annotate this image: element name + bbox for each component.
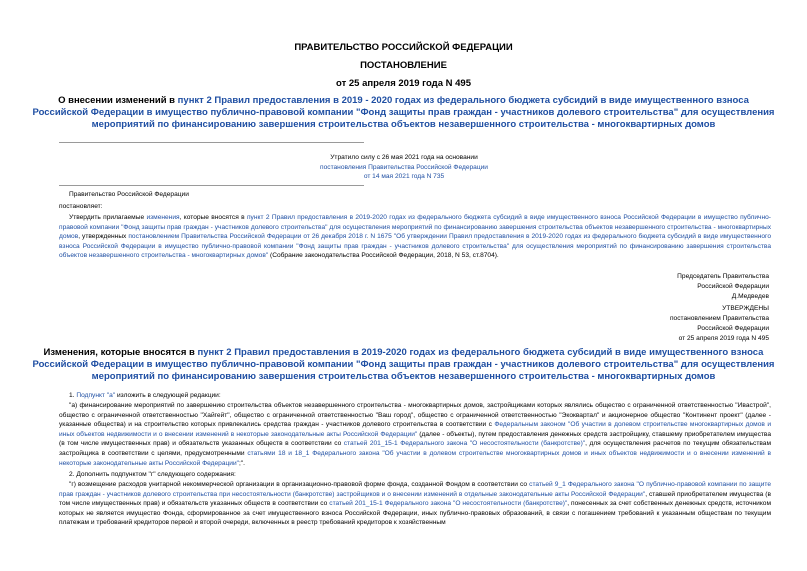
title-link[interactable]: пункт 2 Правил предоставления в 2019 - 2020 годах из федерального бюджета субсидий в виде имущественного взноса Российской Федерации в имущество публично-правовой компании "Фонд защиты прав граждан - участников долевого строительства" для осуществления мероприятий по финансированию завершения строительства объектов незавершенного строительства - многоквартирных домов [32, 95, 775, 130]
approve-text: , утвержденных [78, 233, 129, 241]
document-title [30, 95, 777, 131]
title-prefix: О внесении изменений в [58, 95, 178, 106]
signature-name: Д.Медведев [731, 293, 769, 300]
changes-title-link[interactable]: пункт 2 Правил предоставления в 2019-2020 годах из федерального бюджета субсидий в виде имущественного взноса Российской Федерации в имущество публично-правовой компании "Фонд защиты прав граждан - участников долевого строительства" для осуществления мероприятий по финансированию завершения строительства объектов незавершенного строительства - многоквартирных домов [32, 347, 775, 382]
expired-note-link-date[interactable]: от 14 мая 2021 года N 735 [363, 173, 445, 181]
signature-org: Российской Федерации [697, 283, 769, 290]
approve-text: Утвердить прилагаемые [69, 214, 147, 221]
rules-link[interactable]: пункт 2 Правил предоставления в 2019-2020 годах из федерального бюджета субсидий в виде имущественного взноса Российской Федерации в имущество публично-правовой компании "Фонд защиты прав граждан - участников долевого строительства" для осуществления мероприятий по финансированию завершения строительства объектов незавершенного строительства - многоквартирных домов [59, 214, 771, 241]
divider [59, 185, 364, 186]
law-article-link[interactable]: статьей 201_15-1 Федерального закона "О несостоятельности (банкротстве)" [329, 500, 568, 508]
subitem-a-link[interactable]: Подпункт "а" [76, 392, 116, 399]
document-date-number: от 25 апреля 2019 года N 495 [336, 78, 471, 89]
expired-note-link[interactable]: постановления Правительства Российской Федерации [320, 163, 488, 171]
document-type: ПОСТАНОВЛЕНИЕ [360, 60, 447, 71]
resolution-link[interactable]: постановлением Правительства Российской Федерации от 26 декабря 2018 г. N 1675 "Об утверждении Правил предоставления в 2019-2020 годах из федерального бюджета субсидий в виде имущественного взноса Российской Федерации в имущество публично-правовой компании "Фонд защиты прав граждан - участников долевого строительства" для осуществления мероприятий по финансированию завершения строительства объектов незавершенного строительства - многоквартирных домов" [59, 233, 771, 260]
government-line: Правительство Российской Федерации [69, 191, 189, 198]
item-2-intro: 2. Дополнить подпунктом "г" следующего содержания: [69, 471, 236, 478]
item-text: , ставшей приобретателем имущества (в том числе имущественных прав) и обязательств указанных обществ в соответствии со [59, 490, 771, 508]
law-articles-link[interactable]: статьями 18 и 18_1 Федерального закона "Об участии в долевом строительстве многоквартирных домов и иных объектов недвижимости и о внесении изменений в некоторые законодательные акты Российской Федерации" [59, 449, 771, 467]
item-text: (далее - объекты), путем предоставления денежных средств застройщику, ставшему приобретателем имущества (в том числе имущественных прав) и обязательств указанных обществ в соответствии со [59, 430, 771, 448]
approved-line: Российской Федерации [697, 325, 769, 332]
decides-line: постановляет: [59, 203, 103, 210]
approved-date: от 25 апреля 2019 года N 495 [678, 335, 769, 342]
changes-title [30, 347, 777, 383]
item-text: "а) финансирование мероприятий по завершению строительства объектов незавершенного строительства - многоквартирных домов, застройщиками которых являлись общество с ограниченной ответственностью "Ивастрой", общество с ограниченной ответственностью "Хайгейт", общество с ограниченной ответственностью "Ваш город", общество с ограниченной ответственностью "Экоквартал" и акционерное общество "Континент проект" (далее - указанные общества) и на строительство которых привлекались средства граждан - участников долевого строительства в соответствии с [59, 402, 771, 429]
item-text: ;". [238, 459, 245, 467]
law-link[interactable]: Федеральным законом "Об участии в долевом строительстве многоквартирных домов и иных объектов недвижимости и о внесении изменений в некоторые законодательные акты Российской Федерации" [59, 421, 772, 438]
approve-paragraph [59, 213, 771, 261]
item-text: изложить в следующей редакции: [115, 392, 221, 399]
item-1-text [59, 401, 771, 468]
approve-text: (Собрание законодательства Российской Федерации, 2018, N 53, ст.8704). [268, 252, 499, 260]
approved-heading: УТВЕРЖДЕНЫ [722, 305, 769, 312]
approve-text: , которые вносятся в [179, 214, 247, 221]
expired-note-line: Утратило силу с 26 мая 2021 года на основании [330, 154, 478, 161]
item-number: 1. [69, 392, 77, 399]
divider [59, 142, 364, 143]
item-text: , понесенных за счет собственных денежных средств, источником которых не является имущество Фонда, сформированное за счет имущественного взноса Российской Федерации, иных публично-правовых образований, в связи с погашением требований к указанным обществам по текущим платежам и требований кредиторов первой и второй очереди, включенных в реестр требований кредиторов к хозяйственным [59, 500, 771, 527]
law-article-link[interactable]: статьей 201_15-1 Федерального закона "О несостоятельности (банкротстве)" [343, 440, 586, 448]
item-text: "г) возмещение расходов унитарной некоммерческой организации в организационно-правовой форме фонда, созданной Фондом в соответствии со [69, 481, 530, 488]
approved-line: постановлением Правительства [669, 315, 769, 322]
item-2-text [59, 480, 771, 528]
expired-note [254, 153, 554, 182]
signature-block [677, 272, 769, 302]
item-1-intro [59, 391, 771, 401]
approved-block [670, 304, 769, 344]
law-link[interactable]: статьей 9_1 Федерального закона "О публично-правовой компании по защите прав граждан - участников долевого строительства при несостоятельности (банкротстве) застройщиков и о внесении изменений в отдельные законодательные акты Российской Федерации" [59, 481, 771, 498]
signature-position: Председатель Правительства [677, 273, 769, 280]
changes-title-prefix: Изменения, которые вносятся в [43, 347, 198, 358]
changes-link[interactable]: изменения [146, 214, 180, 221]
item-text: , для осуществления расчетов по текущим обязательствам застройщика в соответствии с целями, предусмотренными [59, 440, 771, 457]
government-heading: ПРАВИТЕЛЬСТВО РОССИЙСКОЙ ФЕДЕРАЦИИ [294, 42, 513, 53]
